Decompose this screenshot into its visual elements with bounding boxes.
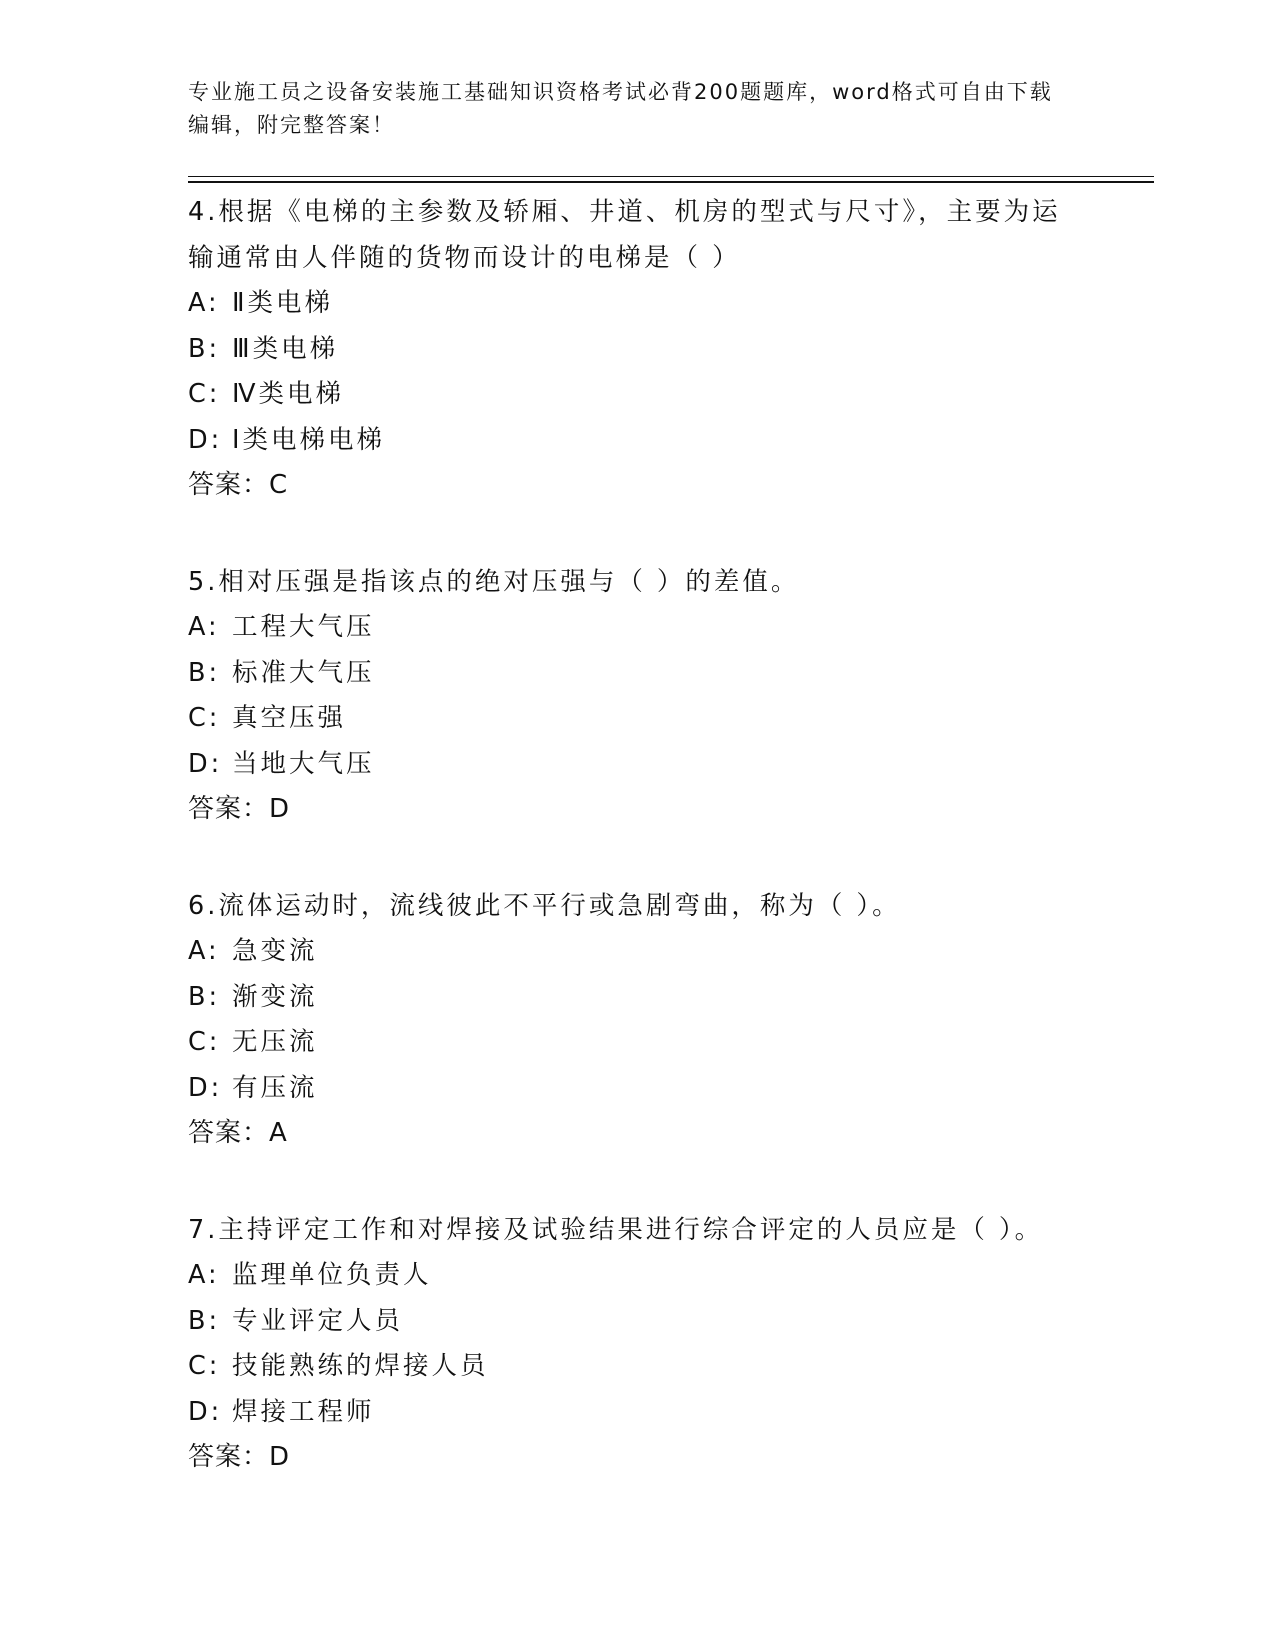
option-c bbox=[188, 1020, 1088, 1066]
option-key: A: bbox=[188, 288, 220, 318]
option-text: 焊接工程师 bbox=[232, 1396, 375, 1427]
option-key: A: bbox=[188, 1260, 220, 1290]
option-b bbox=[188, 975, 1088, 1021]
option-a bbox=[188, 605, 1088, 651]
option-c bbox=[188, 696, 1088, 742]
option-key: C: bbox=[188, 1027, 221, 1057]
question-stem: 7.主持评定工作和对焊接及试验结果进行综合评定的人员应是（ ）。 bbox=[188, 1214, 1044, 1245]
option-text: 无压流 bbox=[232, 1027, 318, 1057]
option-text: 有压流 bbox=[232, 1072, 318, 1103]
option-key: C: bbox=[188, 1351, 221, 1381]
option-key: D: bbox=[188, 748, 223, 779]
option-key: D: bbox=[188, 1072, 223, 1103]
option-key: D: bbox=[188, 424, 223, 455]
option-text: 真空压强 bbox=[232, 703, 347, 733]
option-d bbox=[188, 418, 1088, 464]
question-stem: 5.相对压强是指该点的绝对压强与（ ）的差值。 bbox=[188, 566, 800, 597]
option-text: 监理单位负责人 bbox=[232, 1260, 432, 1290]
option-key: D: bbox=[188, 1396, 223, 1427]
question-stem: 4.根据《电梯的主参数及轿厢、井道、机房的型式与尺寸》，主要为运输通常由人伴随的货物而设计的电梯是（ ） bbox=[188, 197, 1061, 273]
question-item bbox=[188, 560, 1088, 833]
option-text: 工程大气压 bbox=[232, 612, 375, 642]
option-text: 专业评定人员 bbox=[232, 1305, 404, 1336]
question-stem: 6.流体运动时，流线彼此不平行或急剧弯曲，称为（ ）。 bbox=[188, 890, 901, 921]
option-key: A: bbox=[188, 936, 220, 966]
option-text: Ⅰ类电梯电梯 bbox=[232, 424, 386, 455]
option-b bbox=[188, 327, 1088, 373]
question-item bbox=[188, 1208, 1088, 1481]
option-c bbox=[188, 1344, 1088, 1390]
option-d bbox=[188, 1390, 1088, 1436]
option-key: C: bbox=[188, 703, 221, 733]
option-b bbox=[188, 651, 1088, 697]
header-divider-thick bbox=[188, 181, 1154, 183]
option-text: 当地大气压 bbox=[232, 748, 375, 779]
answer-line: 答案：C bbox=[188, 470, 289, 500]
option-d bbox=[188, 1066, 1088, 1112]
document-header: 专业施工员之设备安装施工基础知识资格考试必背200题题库，word格式可自由下载编辑，附完整答案！ bbox=[188, 80, 1053, 137]
option-a bbox=[188, 281, 1088, 327]
option-text: 急变流 bbox=[232, 936, 318, 966]
option-key: B: bbox=[188, 981, 221, 1012]
option-key: A: bbox=[188, 612, 220, 642]
option-a bbox=[188, 929, 1088, 975]
option-a bbox=[188, 1253, 1088, 1299]
question-item bbox=[188, 884, 1088, 1157]
option-text: 渐变流 bbox=[232, 981, 318, 1012]
question-list bbox=[188, 190, 1088, 1532]
option-d bbox=[188, 742, 1088, 788]
option-text: Ⅳ类电梯 bbox=[232, 379, 345, 409]
answer-line: 答案：D bbox=[188, 794, 291, 824]
option-key: C: bbox=[188, 379, 221, 409]
option-text: Ⅱ类电梯 bbox=[232, 288, 334, 318]
option-key: B: bbox=[188, 333, 221, 364]
header-divider-thin bbox=[188, 176, 1154, 177]
option-b bbox=[188, 1299, 1088, 1345]
option-text: 技能熟练的焊接人员 bbox=[232, 1351, 489, 1381]
answer-line: 答案：D bbox=[188, 1442, 291, 1472]
option-c bbox=[188, 372, 1088, 418]
option-key: B: bbox=[188, 1305, 221, 1336]
option-text: Ⅲ类电梯 bbox=[232, 333, 339, 364]
option-text: 标准大气压 bbox=[232, 657, 375, 688]
answer-line: 答案：A bbox=[188, 1118, 288, 1148]
option-key: B: bbox=[188, 657, 221, 688]
question-item bbox=[188, 190, 1088, 509]
